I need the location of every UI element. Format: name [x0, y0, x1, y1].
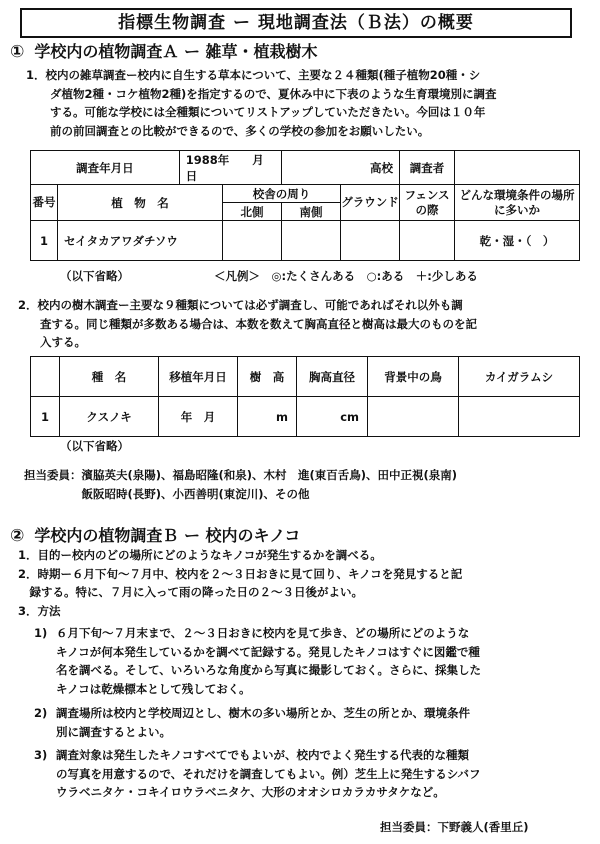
- header-date-label: 調査年月日: [31, 151, 180, 185]
- col-around-building: 校舎の周り: [223, 185, 341, 203]
- method-line: 調査対象は発生したキノコすべてでもよいが、校内でよく発生する代表的な種類: [56, 748, 469, 762]
- row-no: 1: [31, 397, 60, 437]
- col-species: 種 名: [60, 357, 159, 397]
- cell-south: [282, 221, 341, 261]
- weed-survey-table: [30, 150, 580, 261]
- surveyor-value: [455, 151, 580, 185]
- col-south: 南側: [282, 203, 341, 221]
- section1-heading: [10, 42, 318, 62]
- section1-title: 学校内の植物調査Ａ ー 雑草・植栽樹木: [34, 42, 318, 61]
- omitted-note-2: （以下省略）: [60, 439, 129, 453]
- row-no: 1: [31, 221, 58, 261]
- row-dbh: cm: [297, 397, 368, 437]
- col-scale-insect: カイガラムシ: [459, 357, 580, 397]
- col-dbh: 胸高直径: [297, 357, 368, 397]
- method-line: 名を調べる。そして、いろいろな角度から写真に撮影しておく。さらに、採集した: [56, 663, 482, 677]
- item2-line: 校内の樹木調査ー主要な９種類については必ず調査し、可能であればそれ以外も調: [37, 298, 463, 312]
- method-line: 別に調査するとよい。: [56, 724, 171, 739]
- section1-item1: [26, 66, 596, 140]
- section2-line: 1．目的ー校内のどの場所にどのようなキノコが発生するかを調べる。: [18, 548, 382, 562]
- col-plant-name: 植 物 名: [58, 185, 223, 221]
- method-1-num: 1): [34, 626, 48, 640]
- item1-line: 前の前回調査との比較ができるので、多くの学校の参加をお願いしたい。: [50, 123, 430, 138]
- omitted-note-1: （以下省略）: [60, 269, 129, 283]
- section1-item2: [18, 296, 596, 352]
- section1-number: ①: [10, 42, 25, 62]
- item2-line: 査する。同じ種類が多数ある場合は、本数を数えて胸高直径と樹高は最大のものを記: [40, 316, 477, 331]
- cell-bird: [368, 397, 459, 437]
- item1-num: 1．: [26, 68, 46, 82]
- col-tree-height: 樹 高: [238, 357, 297, 397]
- section2-number: ②: [10, 526, 25, 546]
- committee-line: 飯阪昭時(長野)、小西善明(東淀川)、その他: [24, 487, 310, 501]
- method-2-num: 2): [34, 706, 48, 720]
- col-no-blank: [31, 357, 60, 397]
- section2-items: [18, 546, 596, 620]
- row-planted: 年 月: [159, 397, 238, 437]
- cell-scale-insect: [459, 397, 580, 437]
- surveyor-label: 調査者: [400, 151, 455, 185]
- col-north: 北側: [223, 203, 282, 221]
- method-1: [34, 624, 596, 698]
- date-value: 1988年 月 日: [179, 151, 281, 185]
- cell-fence: [400, 221, 455, 261]
- method-line: ６月下旬～７月末まで、２～３日おきに校内を見て歩き、どの場所にどのような: [56, 626, 470, 640]
- col-environment: どんな環境条件の場所に多いか: [455, 185, 580, 221]
- tree-survey-table: [30, 356, 580, 437]
- item1-line: ダ植物2種・コケ植物2種)を指定するので、夏休み中に下表のような生育環境別に調査: [50, 86, 497, 101]
- row-plant: セイタカアワダチソウ: [58, 221, 223, 261]
- section2-title: 学校内の植物調査Ｂ ー 校内のキノコ: [34, 526, 301, 545]
- committee-line: 担当委員：濱脇英夫(泉陽)、福島昭隆(和泉)、木村 進(東百舌鳥)、田中正視(泉南): [24, 468, 458, 482]
- method-3-num: 3): [34, 748, 48, 762]
- item2-line: 入する。: [40, 335, 86, 349]
- item1-line: する。可能な学校には全種類についてリストアップしていただきたい。今回は１０年: [50, 105, 486, 119]
- col-bird: 背景中の鳥: [368, 357, 459, 397]
- col-fence: フェンスの際: [400, 185, 455, 221]
- method-line: の写真を用意するので、それだけを調査してもよい。例）芝生上に発生するシバフ: [56, 766, 481, 781]
- school-label: 高校: [282, 151, 400, 185]
- col-ground: グラウンド: [341, 185, 400, 221]
- legend: ＜凡例＞ ◎:たくさんある ○:ある ＋:少しある: [214, 269, 478, 283]
- col-planted-date: 移植年月日: [159, 357, 238, 397]
- section2-line: 2．時期ー６月下旬～７月中、校内を２～３日おきに見て回り、キノコを発見すると記: [18, 566, 463, 581]
- section1-committee: [24, 466, 594, 504]
- method-line: ウラベニタケ・コキイロウラベニタケ、大形のオオシロカラカサタケなど。: [56, 785, 445, 799]
- section2-line: 録する。特に、７月に入って雨の降った日の２～３日後がよい。: [18, 585, 363, 599]
- item1-line: 校内の雑草調査ー校内に自生する草本について、主要な２４種類(種子植物20種・シ: [45, 68, 481, 82]
- item2-num: 2．: [18, 298, 38, 312]
- page-title: 指標生物調査 ー 現地調査法（Ｂ法）の概要: [20, 8, 572, 38]
- method-2: [34, 704, 596, 741]
- col-no: 番号: [31, 185, 58, 221]
- cell-north: [223, 221, 282, 261]
- method-3: [34, 746, 596, 802]
- method-line: 調査場所は校内と学校周辺とし、樹木の多い場所とか、芝生の所とか、環境条件: [56, 706, 470, 720]
- row-height: m: [238, 397, 297, 437]
- method-line: キノコが何本発生しているかを調べて記録する。発見したキノコはすぐに図鑑で種: [56, 644, 480, 659]
- row-species: クスノキ: [60, 397, 159, 437]
- method-line: キノコは乾燥標本として残しておく。: [56, 681, 251, 696]
- cell-ground: [341, 221, 400, 261]
- section2-line: 3．方法: [18, 603, 61, 618]
- row-environment: 乾・湿・（ ）: [455, 221, 580, 261]
- section2-committee: 担当委員：下野義人(香里丘): [380, 820, 529, 834]
- section2-heading: [10, 526, 300, 546]
